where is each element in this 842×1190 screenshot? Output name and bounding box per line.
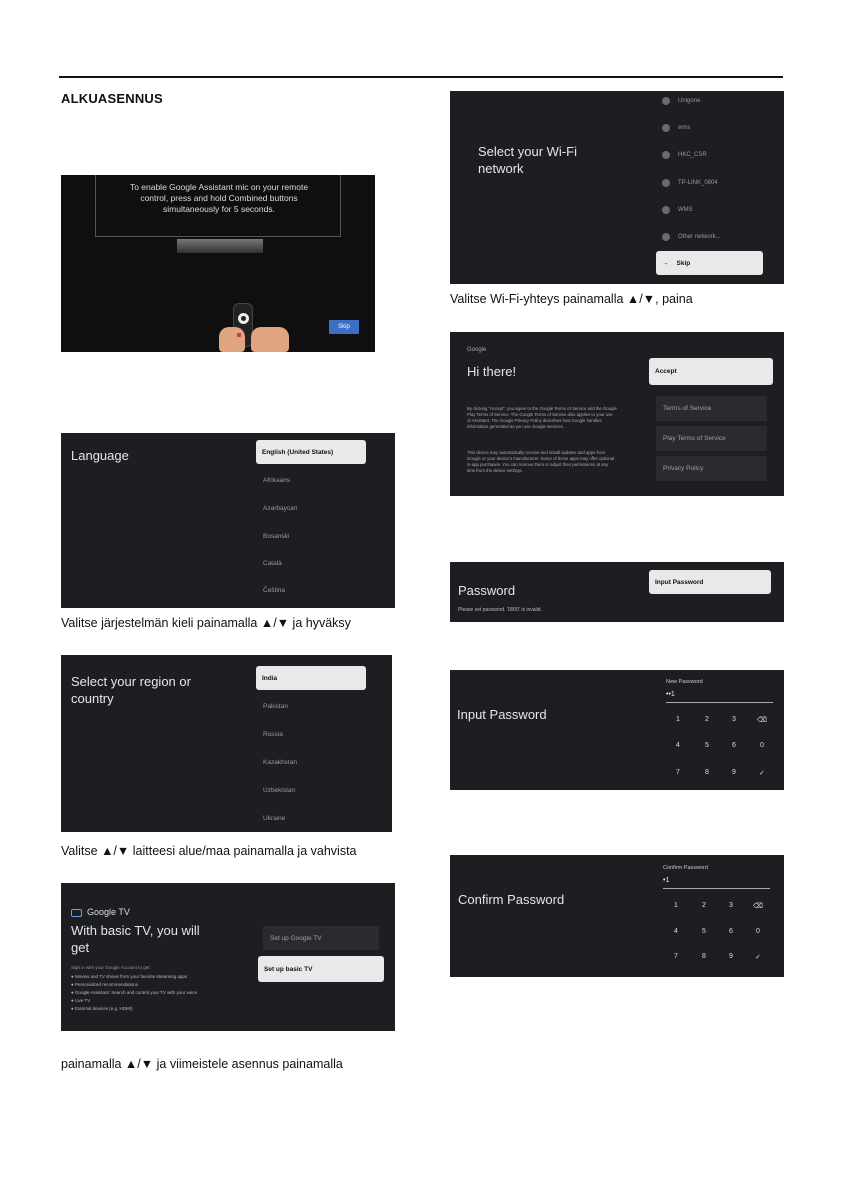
region-screenshot [61,655,392,832]
language-option[interactable]: Čeština [263,587,286,594]
terms-paragraph: This device may automatically receive and install updates and apps from Google or your device's manufacturer. Some of these apps may offer optional in-app purchases. You can remove them or adjust their permissions at any time from the device settings. [467,450,615,473]
privacy-policy-link[interactable]: Privacy Policy [656,456,767,481]
keypad-key-3[interactable]: 3 [732,716,736,723]
wifi-skip-button[interactable]: → Skip [656,251,763,275]
backspace-icon[interactable]: ⌫ [757,717,767,724]
google-tv-title: With basic TV, you will get [71,923,200,955]
region-option[interactable]: Pakistan [263,703,288,710]
top-rule [59,76,783,78]
terms-paragraph: By clicking "Accept", you agree to the Google Terms of Service and the Google Play Terms of Service. The Google Terms of Service also applies to your use of Assistant. The Google Privacy Policy describes how Google handles information generated as you use Google services. [467,406,617,429]
keypad-key-8[interactable]: 8 [705,769,709,776]
region-title: Select your region or country [71,674,191,706]
wifi-caption: Valitse Wi-Fi-yhteys painamalla ▲/▼, paina [450,292,693,306]
wifi-icon [662,97,670,105]
confirm-password-field[interactable]: •1 [663,877,770,889]
setup-basic-tv-option[interactable]: Set up basic TV [258,956,384,982]
check-icon[interactable]: ✓ [755,954,761,961]
region-option[interactable]: Uzbekistan [263,787,296,794]
keypad-key-4[interactable]: 4 [676,742,680,749]
new-password-label: New Password [666,679,703,685]
language-screenshot [61,433,395,608]
password-title: Password [458,583,516,598]
keypad-key-7[interactable]: 7 [674,953,678,960]
keypad-key-6[interactable]: 6 [732,742,736,749]
setup-google-tv-option[interactable]: Set up Google TV [263,926,379,950]
language-option[interactable]: Català [263,560,282,567]
terms-screenshot [450,332,784,496]
bullet: ● Movies and TV shows from your favorite streaming apps [71,974,188,979]
wifi-network[interactable]: WMS [662,206,693,214]
bullet: ● Live TV [71,998,91,1003]
play-terms-link[interactable]: Play Terms of Service [656,426,767,451]
backspace-icon[interactable]: ⌫ [753,903,763,910]
new-password-field[interactable]: ••1 [666,691,773,703]
wifi-network[interactable]: TP-LINK_0804 [662,179,718,187]
input-password-screenshot [450,670,784,790]
region-caption: Valitse ▲/▼ laitteesi alue/maa painamalla ja vahvista [61,844,357,858]
confirm-password-title: Confirm Password [458,892,565,907]
language-title: Language [71,448,129,463]
language-option-selected[interactable]: English (United States) [256,440,366,464]
keypad-key-6[interactable]: 6 [729,928,733,935]
confirm-password-screenshot [450,855,784,977]
arrow-right-icon: → [662,259,669,267]
confirm-password-label: Confirm Password [663,865,708,871]
region-option-selected[interactable]: India [256,666,366,690]
keypad-key-5[interactable]: 5 [705,742,709,749]
keypad-key-7[interactable]: 7 [676,769,680,776]
terms-of-service-link[interactable]: Terms of Service [656,396,767,421]
assistant-screenshot [61,175,375,352]
google-tv-intro: Sign in with your Google Account to get: [71,965,151,970]
wifi-other-network[interactable]: Other network... [662,233,721,241]
wifi-icon [662,206,670,214]
wifi-icon [662,151,670,159]
google-tv-screenshot [61,883,395,1031]
password-screenshot [450,562,784,622]
region-option[interactable]: Kazakhstan [263,759,297,766]
keypad-key-9[interactable]: 9 [732,769,736,776]
keypad-key-0[interactable]: 0 [756,928,760,935]
region-option[interactable]: Ukraine [263,815,286,822]
google-tv-brand: Google TV [87,907,130,917]
language-option[interactable]: Azərbaycan [263,505,298,512]
google-tv-bullets [71,973,197,1013]
bullet: ● External devices (e.g. HDMI) [71,1006,133,1011]
keypad-key-3[interactable]: 3 [729,902,733,909]
bullet: ● Google Assistant: Search and control your TV with your voice [71,990,197,995]
section-heading: ALKUASENNUS [61,91,163,106]
remote-illustration [219,297,291,352]
keypad-key-1[interactable]: 1 [674,902,678,909]
password-note: Please set password. '0000' is invalid. [458,607,542,613]
tv-stand [177,239,263,253]
input-password-title: Input Password [457,707,547,722]
check-icon[interactable]: ✓ [759,770,765,777]
keypad-key-0[interactable]: 0 [760,742,764,749]
keypad-key-8[interactable]: 8 [702,953,706,960]
region-option[interactable]: Russia [263,731,283,738]
assistant-message: To enable Google Assistant mic on your remote control, press and hold Combined buttons simultaneously for 5 seconds. [129,182,309,214]
wifi-title: Select your Wi-Fi network [478,144,577,176]
basic-tv-caption: painamalla ▲/▼ ja viimeistele asennus painamalla [61,1057,343,1071]
wifi-network[interactable]: Unigone [662,97,700,105]
keypad-key-1[interactable]: 1 [676,716,680,723]
google-tv-logo-icon [71,909,82,917]
keypad-key-5[interactable]: 5 [702,928,706,935]
plus-icon [662,233,670,241]
language-option[interactable]: Afrikaans [263,477,291,484]
keypad-key-9[interactable]: 9 [729,953,733,960]
wifi-screenshot [450,91,784,284]
language-option[interactable]: Bosanski [263,533,290,540]
language-caption: Valitse järjestelmän kieli painamalla ▲/▼ ja hyväksy [61,616,351,630]
keypad-key-2[interactable]: 2 [705,716,709,723]
keypad-key-4[interactable]: 4 [674,928,678,935]
input-password-button[interactable]: Input Password [649,570,771,594]
numeric-keypad [666,902,776,972]
google-brand: Google [467,347,487,353]
wifi-network[interactable]: HKC_CSR [662,151,707,159]
keypad-key-2[interactable]: 2 [702,902,706,909]
skip-button[interactable]: Skip [329,320,359,334]
wifi-network[interactable]: wms [662,124,690,132]
bullet: ● Personalized recommendations [71,982,139,987]
accept-button[interactable]: Accept [649,358,773,385]
wifi-icon [662,124,670,132]
wifi-icon [662,179,670,187]
terms-title: Hi there! [467,364,517,379]
numeric-keypad [668,716,778,786]
